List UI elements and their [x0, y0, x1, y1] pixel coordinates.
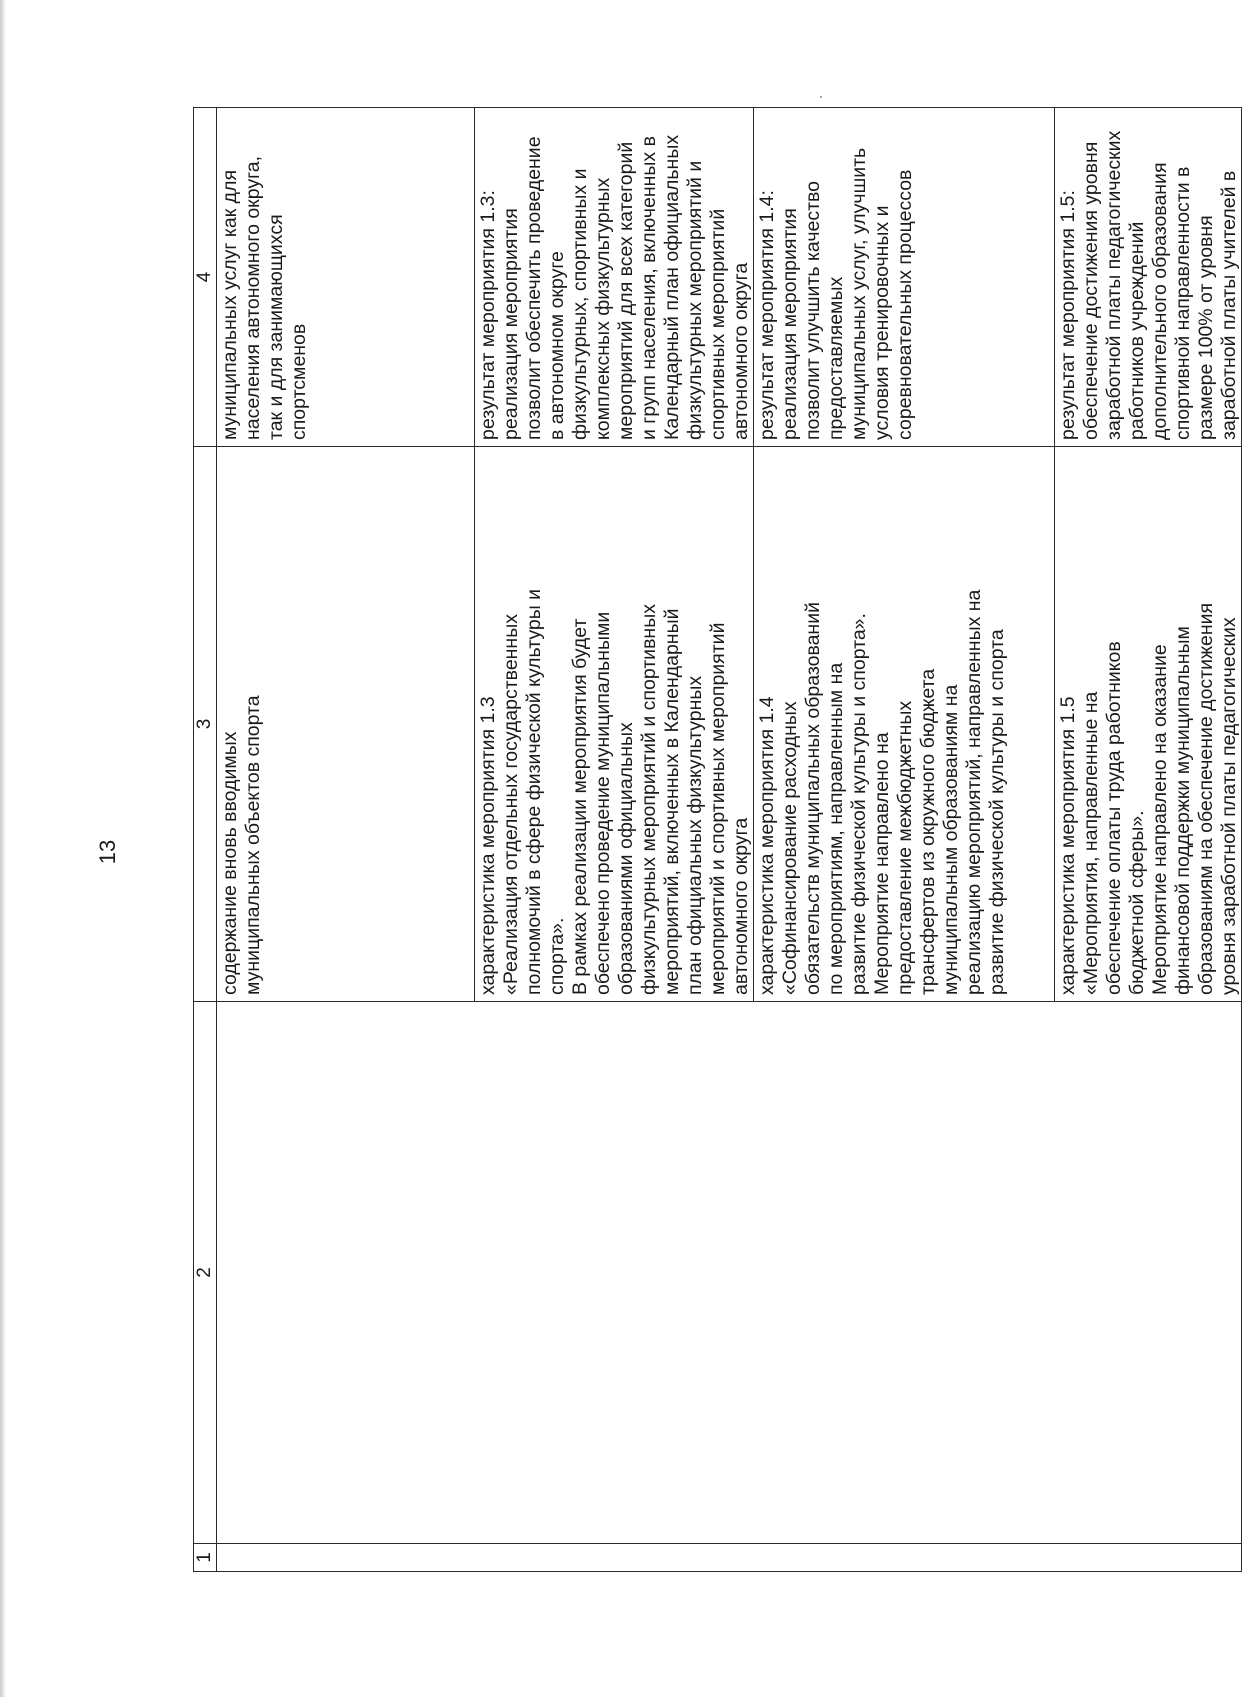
table-row: [217, 108, 475, 1572]
column-2-cell: [217, 1002, 1242, 1544]
scan-edge-shadow: [0, 0, 6, 1697]
program-activities-table: [193, 107, 1242, 1572]
activity-result-cell: результат мероприятия 1.4: реализация мероприятия позволит улучшить качество предоставляемых муниципальных услуг, улучшить условия тренировочных и соревновательных процессов: [754, 108, 1055, 447]
column-number-2: 2: [194, 1002, 217, 1544]
activity-description-cell: характеристика мероприятия 1.3 «Реализация отдельных государственных полномочий в сфере физической культуры и спорта». В рамках реализации мероприятия будет обеспечено проведение муниципальными образованиями официальных физкультурных мероприятий и спортивных мероприятий, включенных в Календарный план официальных физкультурных мероприятий и спортивных мероприятий автономного округа: [475, 447, 754, 1002]
column-number-3: 3: [194, 447, 217, 1002]
activity-result-cell: муниципальных услуг как для населения автономного округа, так и для занимающихся спортсменов: [217, 108, 475, 447]
activity-description-cell: содержание вновь вводимых муниципальных объектов спорта: [217, 447, 475, 1002]
column-number-1: 1: [194, 1544, 217, 1572]
rotated-page-content: [193, 108, 1240, 1572]
activity-description-cell: характеристика мероприятия 1.5 «Мероприятия, направленные на обеспечение оплаты труда работников бюджетной сферы». Мероприятие направлено на оказание финансовой поддержки муниципальным образованиям на обеспечение достижения уровня заработной платы педагогических: [1055, 447, 1242, 1002]
page-number: 13: [95, 839, 120, 865]
column-1-cell: [217, 1544, 1242, 1572]
activity-result-cell: результат мероприятия 1.5: обеспечение достижения уровня заработной платы педагогических работников учреждений дополнительного образования спортивной направленности в размере 100% от уровня заработной платы учителей в: [1055, 108, 1242, 447]
column-number-4: 4: [194, 108, 217, 447]
table-header-row: [194, 108, 217, 1572]
activity-description-cell: характеристика мероприятия 1.4 «Софинансирование расходных обязательств муниципальных образований по мероприятиям, направленным на развитие физической культуры и спорта». Мероприятие направлено на предоставление межбюджетных трансфертов из окружного бюджета муниципальным образованиям на реализацию мероприятий, направленных на развитие физической культуры и спорта: [754, 447, 1055, 1002]
scan-speck: [820, 96, 822, 98]
activity-result-cell: результат мероприятия 1.3: реализация мероприятия позволит обеспечить проведение в автономном округе физкультурных, спортивных и комплексных физкультурных мероприятий для всех категорий и групп населения, включенных в Календарный план официальных физкультурных мероприятий и спортивных мероприятий автономного округа: [475, 108, 754, 447]
